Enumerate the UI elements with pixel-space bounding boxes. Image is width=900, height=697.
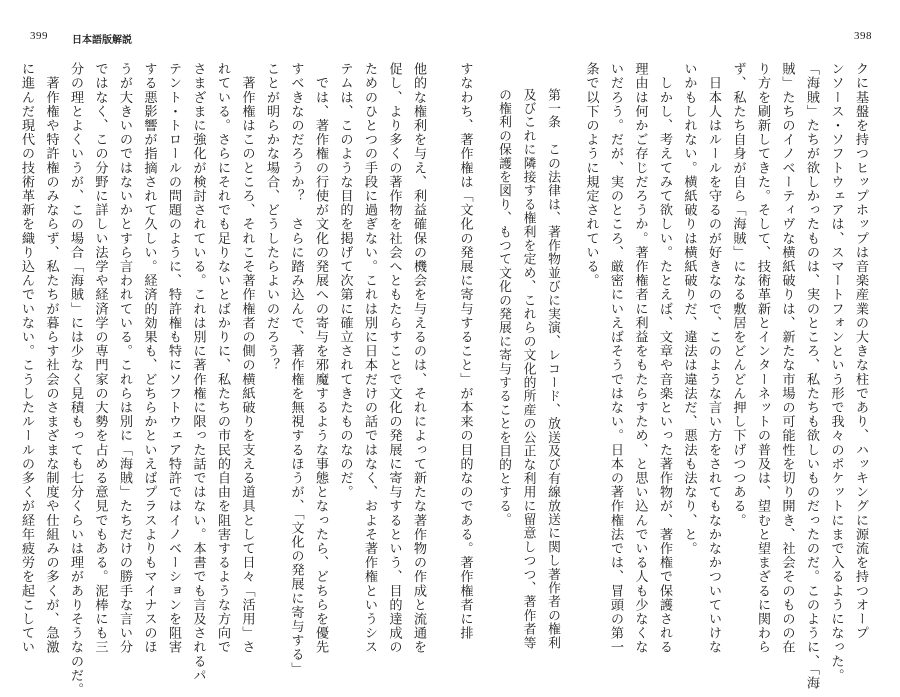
text-line: 条で以下のように規定されている。 — [583, 62, 599, 288]
text-line: いだろう。だが、実のところ、厳密にいえばそうではない。日本の著作権法では、冒頭の第一 — [608, 62, 623, 655]
text-line: いかもしれない。横紙破りは横紙破りだ、違法は違法だ、悪法も法なり、と。 — [681, 62, 697, 556]
text-line: テムは、このような目的を掲げて次第に確立されてきたものなのだ。 — [337, 62, 353, 500]
text-line: する悪影響が指摘されて久しい。経済的効果も、どちらかといえばプラスよりもマイナスのほ — [141, 62, 157, 655]
law-quote-line: の権利の保護を図り、もつて文化の発展に寄与することを目的とする。 — [496, 87, 511, 526]
left-page-number: 399 — [30, 30, 48, 42]
text-line: ンソース・ソフトウェアは、スマートフォンという形で我々のポケットにまで入るようになった。 — [828, 62, 844, 683]
text-line: 賊」たちのイノベーティヴな横紙破りは、新たな市場の可能性を切り開き、社会そのものの在 — [779, 62, 795, 655]
law-quote-line: 第一条 この法律は、著作物並びに実演、レコード、放送及び有線放送に関し著作者の権利 — [545, 87, 560, 650]
spacer — [564, 62, 578, 76]
text-line: すべきなのだろうか？ さらに踏み込んで、著作権を無視するほうが、「文化の発展に寄与する」 — [288, 62, 304, 676]
text-line: 著作権や特許権のみならず、私たちが暮らす社会のさまざまな制度や仕組みの多くが、急激 — [43, 62, 59, 655]
text-line: しかし、考えてみて欲しい。たとえば、文章や音楽といった著作物が、著作権で保護される — [657, 62, 672, 655]
text-line: 他的な権利を与え、利益確保の機会を与えるのは、それによって新たな著作物の作成と流通を — [411, 62, 426, 655]
text-line: ず、私たち自身が自ら「海賊」になる敷居をどんどん押し下げつつある。 — [730, 62, 746, 528]
text-line: り方を刷新してきた。そして、技術革新とインターネットの普及は、望むと望まざるに関わら — [755, 62, 770, 655]
text-line: クに基盤を持つヒップホップは音楽産業の大きな柱であり、ハッキングに源流を持つオープ — [853, 62, 868, 641]
text-line: 理由は何かご存じだろうか。著作権者に利益をもたらすため、と思い込んでいる人も少なくな — [632, 62, 648, 655]
text-line: すなわち、著作権は「文化の発展に寄与すること」が本来の目的なのである。著作権者に排 — [457, 62, 473, 641]
text-line: テント・トロールの問題のように、特許権も特にソフトウェア特許ではイノベーションを阻害 — [166, 62, 181, 655]
running-head: 日本語版解説 — [72, 35, 132, 46]
text-line: うが大きいのではないかとすら言われている。これらは別に「海賊」たちだけの勝手な言い分 — [117, 62, 132, 655]
spacer — [477, 62, 491, 76]
text-line: さまざまに強化が検討されている。これは別に著作権に限った話ではない。本書でも言及されるパ — [190, 62, 206, 683]
right-page-body — [447, 62, 872, 690]
text-line: 促し、より多くの著作物を社会へともたらすことで文化の発展に寄与するという、目的達成の — [386, 62, 402, 655]
text-line: れている。さらにそれでも足りないとばかりに、私たちの市民的自由を阻害するような方向で — [215, 62, 230, 655]
text-line: 分の理とよくいうが、この場合「海賊」には少なく見積もっても七分くらいは理がありそうなのだ。 — [68, 62, 83, 697]
right-page-number: 398 — [854, 30, 872, 42]
text-line: ことが明らかな場合、どうしたらよいのだろう？ — [264, 62, 279, 373]
text-line: に進んだ現代の技術革新を織り込んでいない。こうしたルールの多くが経年疲労を起こしてい — [19, 62, 34, 655]
text-line: 著作権はこのところ、それこそ著作権者の側の横紙破りを支える道具として日々「活用」さ — [239, 62, 255, 655]
text-line: ではなく、この分野に詳しい法学や経済学の専門家の大勢を占める意見でもある。泥棒にも三 — [92, 62, 108, 655]
text-line: 日本人はルールを守るのが好きなので、このような言い方をされてもなかなかついていけな — [706, 62, 721, 655]
text-line: では、著作権の行使が文化の発展への寄与を邪魔するような事態となったら、どちらを優先 — [313, 62, 328, 655]
text-line: ためのひとつの手段に過ぎない。これは別に日本だけの話ではなく、およそ著作権というシス — [362, 62, 377, 655]
text-line: 「海賊」たちが欲しかったものは、実のところ、私たちも欲しいものだったのだ。このように、「海 — [804, 62, 819, 690]
law-quote-line: 及びこれに隣接する権利を定め、これらの文化的所産の公正な利用に留意しつつ、著作者等 — [520, 87, 536, 650]
left-page-body — [19, 62, 430, 697]
